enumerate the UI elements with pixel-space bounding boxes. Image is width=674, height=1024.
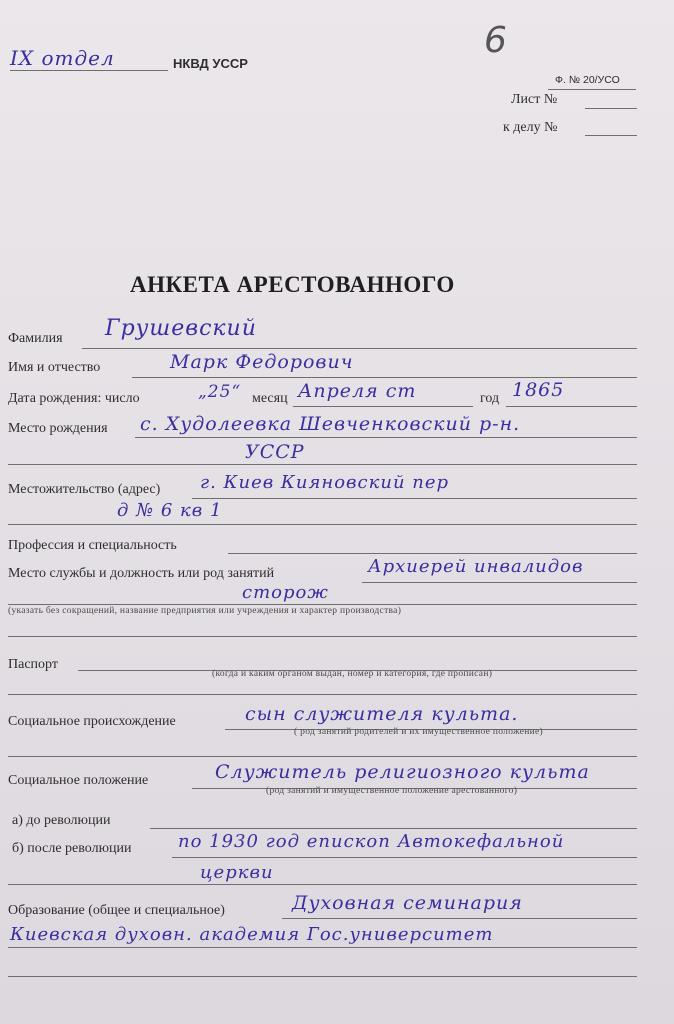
name-label: Имя и отчество [8, 360, 101, 375]
social-origin-hint: ( род занятий родителей и их имущественное положение) [294, 727, 544, 737]
social-status-value: Служитель религиозного культа [215, 761, 590, 783]
birthplace-line-2 [8, 464, 637, 465]
workplace-value-2: сторож [242, 582, 329, 603]
birth-year-line [506, 406, 637, 407]
education-value-2: Киевская духовн. академия Гос.университет [10, 924, 494, 945]
case-label: к делу № [503, 120, 558, 135]
birth-year-value: 1865 [512, 379, 565, 401]
surname-label: Фамилия [8, 331, 63, 346]
workplace-value-1: Архиерей инвалидов [368, 556, 584, 577]
workplace-line-1 [362, 582, 637, 583]
birthplace-label: Место рождения [8, 421, 108, 436]
before-revolution-label: а) до революции [12, 813, 111, 828]
birthplace-value-1: с. Худолеевка Шевченковский р-н. [140, 413, 521, 435]
birthplace-line-1 [135, 437, 637, 438]
residence-value-2: д № 6 кв 1 [117, 500, 223, 521]
org-label: НКВД УССР [173, 56, 248, 71]
name-line [132, 377, 637, 378]
social-status-hint: (род занятий и имущественное положение арестованного) [266, 786, 518, 796]
surname-line [82, 348, 637, 349]
after-revolution-line-2 [8, 884, 637, 885]
social-origin-value: сын служителя культа. [245, 703, 519, 725]
birth-month-line [293, 406, 473, 407]
workplace-hint: (указать без сокращений, название предприятия или учреждения и характер производства) [8, 606, 402, 616]
birth-month-value: Апреля ст [298, 380, 417, 402]
education-line-2 [8, 947, 637, 948]
social-status-label: Социальное положение [8, 773, 149, 788]
education-value-1: Духовная семинария [292, 892, 523, 914]
form-code: Ф. № 20/УСО [555, 74, 620, 86]
residence-line-1 [192, 498, 637, 499]
department-line [10, 70, 168, 71]
before-revolution-line [150, 828, 637, 829]
passport-label: Паспорт [8, 657, 58, 672]
social-origin-label: Социальное происхождение [8, 714, 176, 729]
passport-hint: (когда и каким органом выдан, номер и категория, где прописан) [212, 669, 493, 679]
birth-year-label: год [480, 391, 500, 406]
after-revolution-value-2: церкви [200, 862, 274, 883]
form-code-line [548, 89, 636, 90]
corner-number: 6 [484, 20, 507, 61]
after-revolution-value-1: по 1930 год епископ Автокефальной [178, 831, 565, 852]
residence-line-2 [8, 524, 637, 525]
birth-day: „25“ [198, 382, 242, 402]
surname-value: Грушевский [105, 316, 257, 341]
case-line [585, 135, 637, 136]
social-origin-line-2 [8, 756, 637, 757]
birthplace-value-2: УССР [245, 441, 305, 463]
birth-month-label: месяц [252, 391, 288, 406]
sheet-line [585, 108, 637, 109]
after-revolution-label: б) после революции [12, 841, 132, 856]
birth-label: Дата рождения: число [8, 391, 140, 406]
department-handwritten: IX отдел [10, 46, 115, 70]
after-revolution-line-1 [172, 857, 637, 858]
sheet-label: Лист № [511, 92, 558, 107]
residence-value-1: г. Киев Кияновский пер [200, 472, 450, 493]
profession-line [228, 553, 637, 554]
workplace-line-2 [8, 604, 637, 605]
education-line-3 [8, 976, 637, 977]
page-title: АНКЕТА АРЕСТОВАННОГО [130, 272, 455, 297]
residence-label: Местожительство (адрес) [8, 482, 161, 497]
education-label: Образование (общее и специальное) [8, 903, 225, 918]
workplace-label: Место службы и должность или род занятий [8, 566, 275, 581]
profession-label: Профессия и специальность [8, 538, 177, 553]
education-line-1 [282, 918, 637, 919]
workplace-line-3 [8, 636, 637, 637]
passport-line-2 [8, 694, 637, 695]
name-value: Марк Федорович [170, 351, 354, 373]
